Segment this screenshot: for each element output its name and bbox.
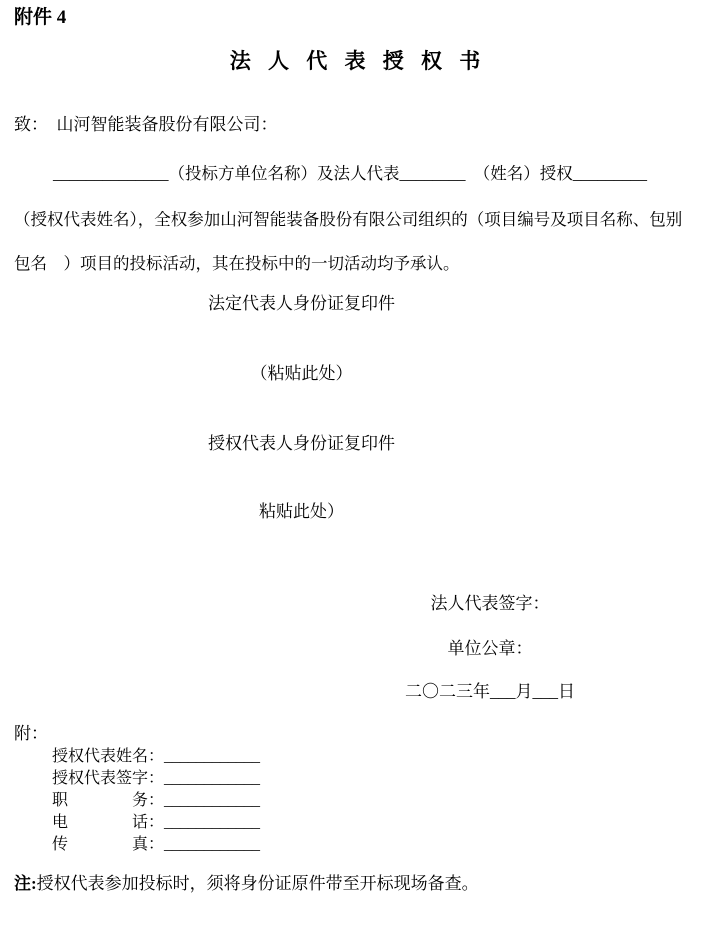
id-copy-section (14, 294, 589, 522)
appendix-heading: 附： (14, 724, 48, 743)
bidder-company-blank: ______________ (53, 164, 169, 183)
fax-field-blank: ____________ (164, 836, 261, 853)
appendix-field-row-signature (52, 768, 702, 790)
auth-rep-name-field-blank: ____________ (164, 748, 261, 765)
legal-rep-name-blank: ________ (399, 164, 466, 183)
position-field-blank: ____________ (164, 792, 261, 809)
appendix-fields (52, 746, 702, 856)
salutation-line: 致： 山河智能装备股份有限公司： (14, 115, 278, 134)
phone-field-blank: ____________ (164, 814, 261, 831)
legal-rep-id-copy-title: 法定代表人身份证复印件 (208, 294, 395, 313)
note-text: 授权代表参加投标时，须将身份证原件带至开标现场备查。 (36, 874, 479, 893)
body-paragraph-line-1 (14, 164, 702, 184)
note-line (14, 874, 702, 894)
auth-rep-paste-here-note: 粘贴此处） (259, 502, 344, 521)
appendix-field-row-phone (52, 812, 702, 834)
auth-rep-signature-field-blank: ____________ (164, 770, 261, 787)
appendix-field-row-name (52, 746, 702, 768)
auth-rep-name-blank: _________ (572, 164, 647, 183)
company-seal-label: 单位公章： (447, 639, 533, 658)
date-line: 二〇二三年___月___日 (405, 682, 575, 701)
fax-field-label: 传 真： (52, 836, 165, 853)
note-prefix: 注: (14, 874, 37, 893)
position-field-label: 职 务： (52, 792, 165, 809)
body-paragraph-line-3: 包名 ）项目的投标活动，其在投标中的一切活动均予承认。 (14, 254, 460, 273)
legal-rep-signature-label: 法人代表签字： (430, 594, 550, 613)
body-paragraph-line-2: （授权代表姓名），全权参加山河智能装备股份有限公司组织的（项目编号及项目名称、包别 (14, 210, 683, 229)
auth-rep-signature-field-label: 授权代表签字： (52, 770, 165, 787)
document-title: 法 人 代 表 授 权 书 (229, 49, 487, 73)
appendix-field-row-position (52, 790, 702, 812)
attachment-label: 附件 4 (14, 7, 67, 28)
legal-rep-paste-here-note: （粘贴此处） (250, 364, 353, 383)
auth-rep-id-copy-title: 授权代表人身份证复印件 (208, 434, 395, 453)
bidder-company-label: （投标方单位名称）及法人代表 (168, 164, 400, 183)
rep-name-label: （姓名）授权 (465, 164, 573, 183)
auth-rep-name-field-label: 授权代表姓名： (52, 748, 165, 765)
phone-field-label: 电 话： (52, 814, 165, 831)
signature-block (300, 594, 680, 702)
appendix-field-row-fax (52, 834, 702, 856)
